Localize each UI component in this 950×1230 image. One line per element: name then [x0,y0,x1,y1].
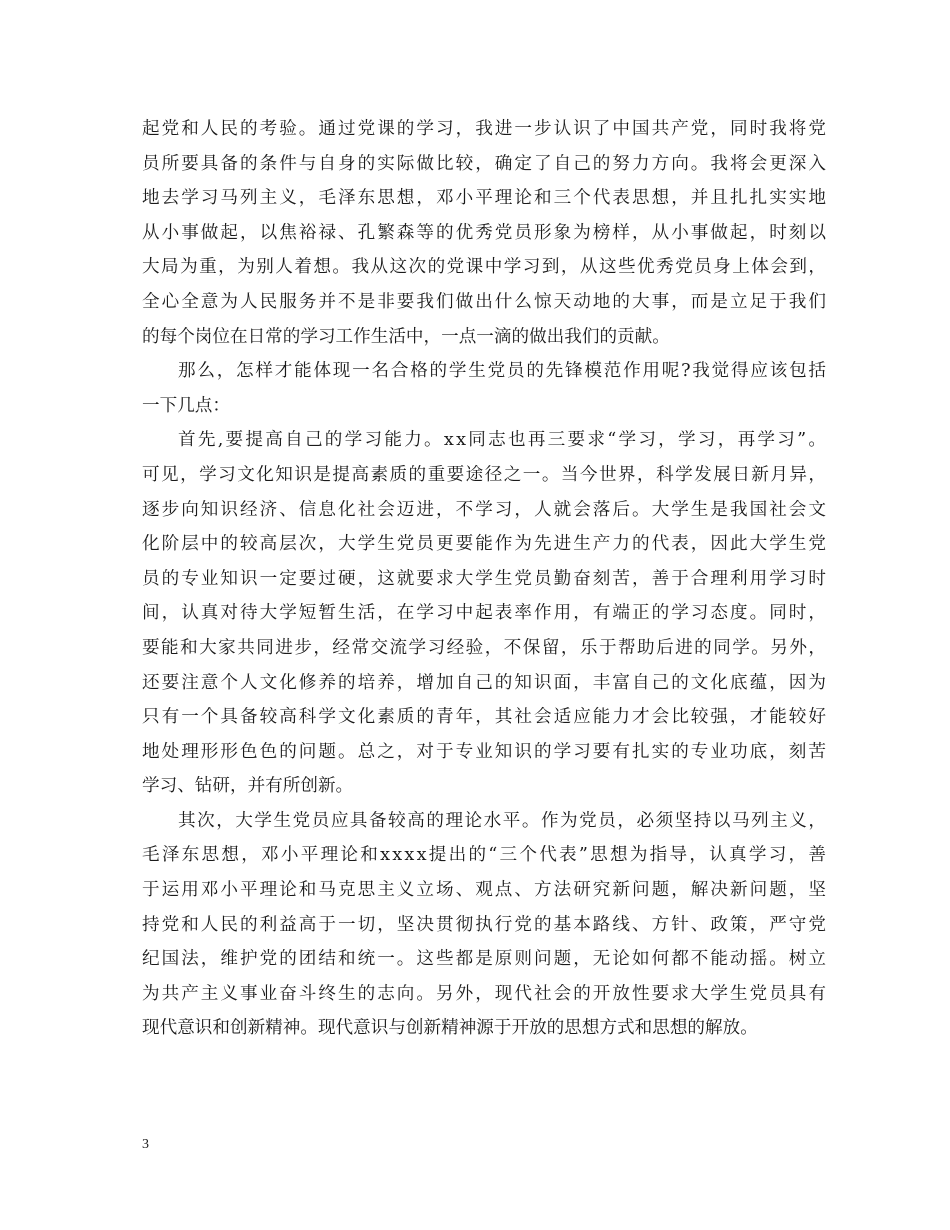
text-line: 只有一个具备较高科学文化素质的青年，其社会适应能力才会比较强，才能较好 [142,707,828,728]
text-line: 毛泽东思想，邓小平理论和xxxx提出的“三个代表”思想为指导，认真学习，善 [142,845,829,866]
text-line: 学习、钻研，并有所创新。 [142,776,354,797]
text-line: 地去学习马列主义，毛泽东思想，邓小平理论和三个代表思想，并且扎扎实实地 [142,188,828,209]
text-line: 为共产主义事业奋斗终生的志向。另外，现代社会的开放性要求大学生党员具有 [142,983,828,1004]
text-line: 首先,要提高自己的学习能力。xx同志也再三要求“学习，学习，再学习”。 [178,430,829,451]
text-line: 间，认真对待大学短暂生活，在学习中起表率作用，有端正的学习态度。同时， [142,603,828,624]
text-line: 一下几点： [142,395,230,416]
text-line: 地处理形形色色的问题。总之，对于专业知识的学习要有扎实的专业功底，刻苦 [142,741,828,762]
text-line: 大局为重，为别人着想。我从这次的党课中学习到，从这些优秀党员身上体会到， [142,257,828,278]
text-line: 员所要具备的条件与自身的实际做比较，确定了自己的努力方向。我将会更深入 [142,153,828,174]
text-line: 还要注意个人文化修养的培养，增加自己的知识面，丰富自己的文化底蕴，因为 [142,672,828,693]
text-line: 其次，大学生党员应具备较高的理论水平。作为党员，必须坚持以马列主义， [178,810,828,831]
text-line: 现代意识和创新精神。现代意识与创新精神源于开放的思想方式和思想的解放。 [142,1018,758,1039]
text-line: 员的专业知识一定要过硬，这就要求大学生党员勤奋刻苦，善于合理利用学习时 [142,568,828,589]
text-line: 全心全意为人民服务并不是非要我们做出什么惊天动地的大事，而是立足于我们 [142,291,828,312]
text-line: 持党和人民的利益高于一切，坚决贯彻执行党的基本路线、方针、政策，严守党 [142,914,828,935]
page-number: 3 [142,1137,149,1152]
text-line: 要能和大家共同进步，经常交流学习经验，不保留，乐于帮助后进的同学。另外， [142,637,828,658]
text-line: 于运用邓小平理论和马克思主义立场、观点、方法研究新问题，解决新问题，坚 [142,880,828,901]
text-line: 从小事做起，以焦裕禄、孔繁森等的优秀党员形象为榜样，从小事做起，时刻以 [142,222,828,243]
text-line: 可见，学习文化知识是提高素质的重要途径之一。当今世界，科学发展日新月异， [142,464,828,485]
document-body [142,112,829,1046]
text-line: 逐步向知识经济、信息化社会迈进，不学习，人就会落后。大学生是我国社会文 [142,499,828,520]
text-line: 起党和人民的考验。通过党课的学习，我进一步认识了中国共产党，同时我将党 [142,119,828,139]
text-line: 纪国法，维护党的团结和统一。这些都是原则问题，无论如何都不能动摇。树立 [142,949,828,970]
text-line: 那么，怎样才能体现一名合格的学生党员的先锋模范作用呢?我觉得应该包括 [178,361,828,382]
text-line: 化阶层中的较高层次，大学生党员更要能作为先进生产力的代表，因此大学生党 [142,534,828,555]
text-line: 的每个岗位在日常的学习工作生活中，一点一滴的做出我们的贡献。 [142,326,670,347]
